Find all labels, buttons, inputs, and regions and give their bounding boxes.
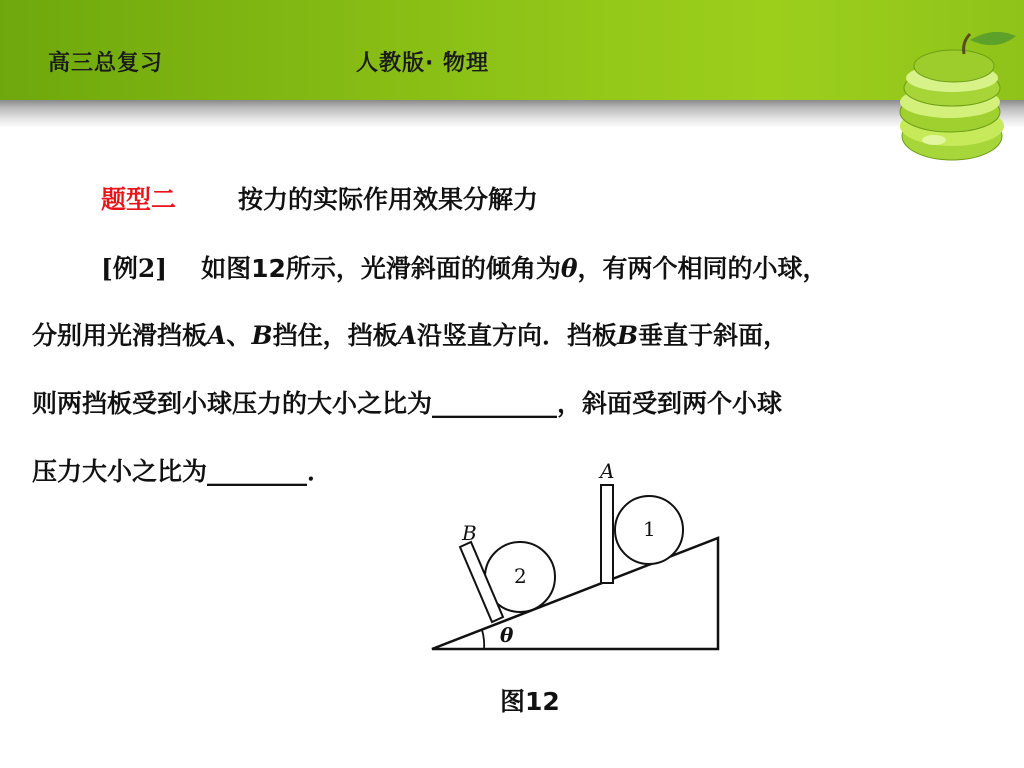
ball-1-label: 1 [643,517,656,541]
example-label: [例2] [101,254,168,283]
angle-arc [482,630,484,649]
figure-caption: 图12 [500,687,560,716]
section-tag: 题型二 [101,185,177,214]
problem-line-3: 则两挡板受到小球压力的大小之比为__________，斜面受到两个小球 [32,389,783,418]
problem-line-2: 分别用光滑挡板A、B挡住，挡板A沿竖直方向．挡板B垂直于斜面， [32,321,789,350]
apple-logo [890,28,1024,168]
angle-label: θ [500,623,514,647]
edition-title: 人教版· 物理 [356,51,490,76]
section-title: 按力的实际作用效果分解力 [238,185,539,214]
ball-2-label: 2 [514,564,527,588]
theta-symbol: θ [560,254,578,283]
label-B: B [462,521,477,545]
problem-line-1: [例2] 如图12所示，光滑斜面的倾角为θ，有两个相同的小球， [101,254,828,283]
plate-A [601,485,613,583]
problem-line-4: 压力大小之比为________． [32,457,333,486]
label-A: A [600,459,615,483]
header-shadow [0,100,1024,128]
section-heading [101,180,538,216]
incline-diagram [420,450,740,660]
course-title: 高三总复习 [48,51,164,76]
